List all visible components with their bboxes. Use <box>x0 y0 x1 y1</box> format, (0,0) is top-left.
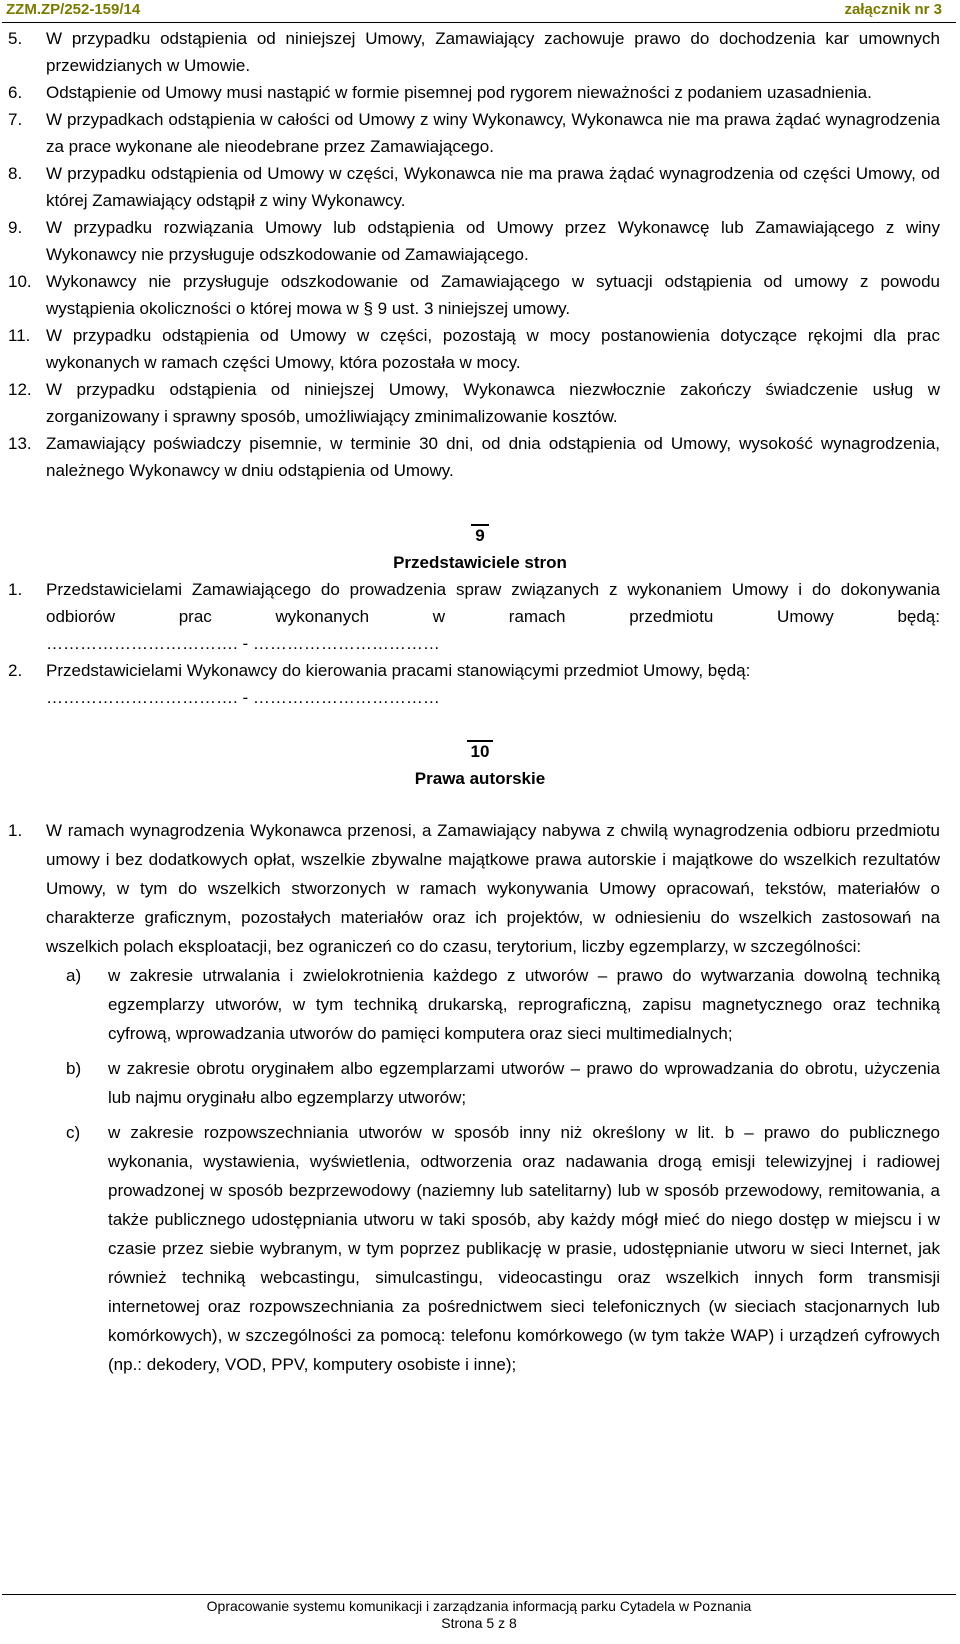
sub-item <box>0 1118 960 1379</box>
list-item <box>0 322 960 376</box>
page-number: Strona 5 z 8 <box>441 1615 517 1631</box>
document-body <box>0 25 960 1379</box>
sub-item-letter: c) <box>66 1123 81 1142</box>
attachment-label: załącznik nr 3 <box>844 1 942 18</box>
item-text: Przedstawicielami Zamawiającego do prowadzenia spraw związanych z wykonaniem Umowy i do dokonywania odbiorów prac wykonanych w ramach przedmiotu Umowy będą: <box>46 580 940 626</box>
page-header <box>2 0 956 23</box>
item-text: W przypadkach odstąpienia w całości od Umowy z winy Wykonawcy, Wykonawca nie ma prawa żądać wynagrodzenia za prace wykonane ale nieodebrane przez Zamawiającego. <box>46 110 940 156</box>
sub-item-text: w zakresie rozpowszechniania utworów w sposób inny niż określony w lit. b – prawo do publicznego wykonania, wystawienia, wyświetlenia, odtworzenia oraz nadawania drogą emisji telewizyjnej i radiowej prowadzonej w sposób bezprzewodowy (naziemny lub satelitarny) lub w sposób przewodowy, remitowania, a także publicznego udostępniania utworu w taki sposób, aby każdy mógł mieć do niego dostęp w miejscu i w czasie przez siebie wybranym, w tym poprzez publikację w prasie, udostępnianie utworu w sieci Internet, jak również techniką webcastingu, simulcastingu, videocastingu oraz wszelkich innych form transmisji internetowej oraz rozpowszechniania za pośrednictwem sieci telefonicznych (w sieciach stacjonarnych lub komórkowych), w szczególności za pomocą: telefonu komórkowego (w tym także WAP) i urządzeń cyfrowych (np.: dekodery, VOD, PPV, komputery osobiste i inne); <box>108 1123 940 1374</box>
item-text: Odstąpienie od Umowy musi nastąpić w formie pisemnej pod rygorem nieważności z podaniem uzasadnienia. <box>46 83 872 102</box>
section-9-heading <box>0 522 960 549</box>
item-number: 7. <box>8 110 23 129</box>
item-number: 12. <box>8 380 32 399</box>
page-footer <box>2 1594 956 1632</box>
item-text: W przypadku odstąpienia od niniejszej Umowy, Wykonawca niezwłocznie zakończy świadczenie usług w zorganizowany i sprawny sposób, umożliwiający zminimalizowanie kosztów. <box>46 380 940 426</box>
section-10-title: Prawa autorskie <box>414 769 546 788</box>
item-text: Przedstawicielami Wykonawcy do kierowania pracami stanowiącymi przedmiot Umowy, będą: <box>46 661 751 680</box>
list-item <box>0 268 960 322</box>
footer-project-title: Opracowanie systemu komunikacji i zarządzania informacją parku Cytadela w Poznania <box>206 1598 752 1614</box>
item-text: Wykonawcy nie przysługuje odszkodowanie od Zamawiającego w sytuacji odstąpienia od umowy z powodu wystąpienia okoliczności o której mowa w § 9 ust. 3 niniejszej umowy. <box>46 272 940 318</box>
list-item <box>0 214 960 268</box>
item-number: 8. <box>8 164 23 183</box>
sub-item <box>0 1054 960 1112</box>
item-number: 1. <box>8 821 23 840</box>
sub-item-letter: b) <box>66 1059 82 1078</box>
item-text: W ramach wynagrodzenia Wykonawca przenosi, a Zamawiający nabywa z chwilą wynagrodzenia odbioru przedmiotu umowy i bez dodatkowych opłat, wszelkie zbywalne majątkowe prawa autorskie i majątkowe do wszelkich rezultatów Umowy, w tym do wszelkich stworzonych w ramach wykonywania Umowy opracowań, tekstów, materiałów o charakterze graficznym, pozostałych materiałów oraz ich projektów, w odniesieniu do wszelkich zastosowań na wszelkich polach eksploatacji, bez ograniczeń co do czasu, terytorium, liczby egzemplarzy, w szczególności: <box>46 821 940 956</box>
item-number: 5. <box>8 29 23 48</box>
item-number: 13. <box>8 434 32 453</box>
item-number: 10. <box>8 272 32 291</box>
list-item <box>0 376 960 430</box>
item-number: 6. <box>8 83 23 102</box>
sub-item-text: w zakresie obrotu oryginałem albo egzemplarzami utworów – prawo do wprowadzania do obrotu, użyczenia lub najmu oryginału albo egzemplarzy utworów; <box>108 1059 940 1107</box>
sub-item-text: w zakresie utrwalania i zwielokrotnienia każdego z utworów – prawo do wytwarzania dowolną techniką egzemplarzy utworów, w tym techniką drukarską, reprograficzną, zapisu magnetycznego oraz techniką cyfrową, wprowadzania utworów do pamięci komputera oraz sieci multimedialnych; <box>108 966 940 1043</box>
item-number: 2. <box>8 661 23 680</box>
document-reference: ZZM.ZP/252-159/14 <box>6 1 141 18</box>
item-number: 1. <box>8 580 23 599</box>
sub-item <box>0 961 960 1048</box>
section-10-heading <box>0 738 960 765</box>
list-item <box>0 106 960 160</box>
list-item <box>0 430 960 484</box>
item-number: 9. <box>8 218 23 237</box>
list-item <box>0 25 960 79</box>
item-text: Zamawiający poświadczy pisemnie, w terminie 30 dni, od dnia odstąpienia od Umowy, wysokość wynagrodzenia, należnego Wykonawcy w dniu odstąpienia od Umowy. <box>46 434 940 480</box>
item-number: 11. <box>8 326 31 345</box>
section-number: 9 <box>467 522 493 549</box>
list-item <box>0 79 960 106</box>
list-item <box>0 816 960 961</box>
list-item <box>0 576 960 630</box>
section-number: 10 <box>463 738 497 765</box>
list-item <box>0 160 960 214</box>
item-text: W przypadku odstąpienia od niniejszej Umowy, Zamawiający zachowuje prawo do dochodzenia kar umownych przewidzianych w Umowie. <box>46 29 940 75</box>
representative-placeholder: ……………………………. - …………………………… <box>46 634 440 653</box>
list-item <box>0 657 960 684</box>
section-9-title: Przedstawiciele stron <box>393 553 567 572</box>
sub-item-letter: a) <box>66 966 82 985</box>
item-text: W przypadku odstąpienia od Umowy w części, pozostają w mocy postanowienia dotyczące rękojmi dla prac wykonanych w ramach części Umowy, która pozostała w mocy. <box>46 326 940 372</box>
item-text: W przypadku odstąpienia od Umowy w części, Wykonawca nie ma prawa żądać wynagrodzenia od części Umowy, od której Zamawiający odstąpił z winy Wykonawcy. <box>46 164 940 210</box>
item-text: W przypadku rozwiązania Umowy lub odstąpienia od Umowy przez Wykonawcę lub Zamawiającego z winy Wykonawcy nie przysługuje odszkodowanie od Zamawiającego. <box>46 218 940 264</box>
representative-placeholder: ……………………………. - …………………………… <box>46 688 440 707</box>
